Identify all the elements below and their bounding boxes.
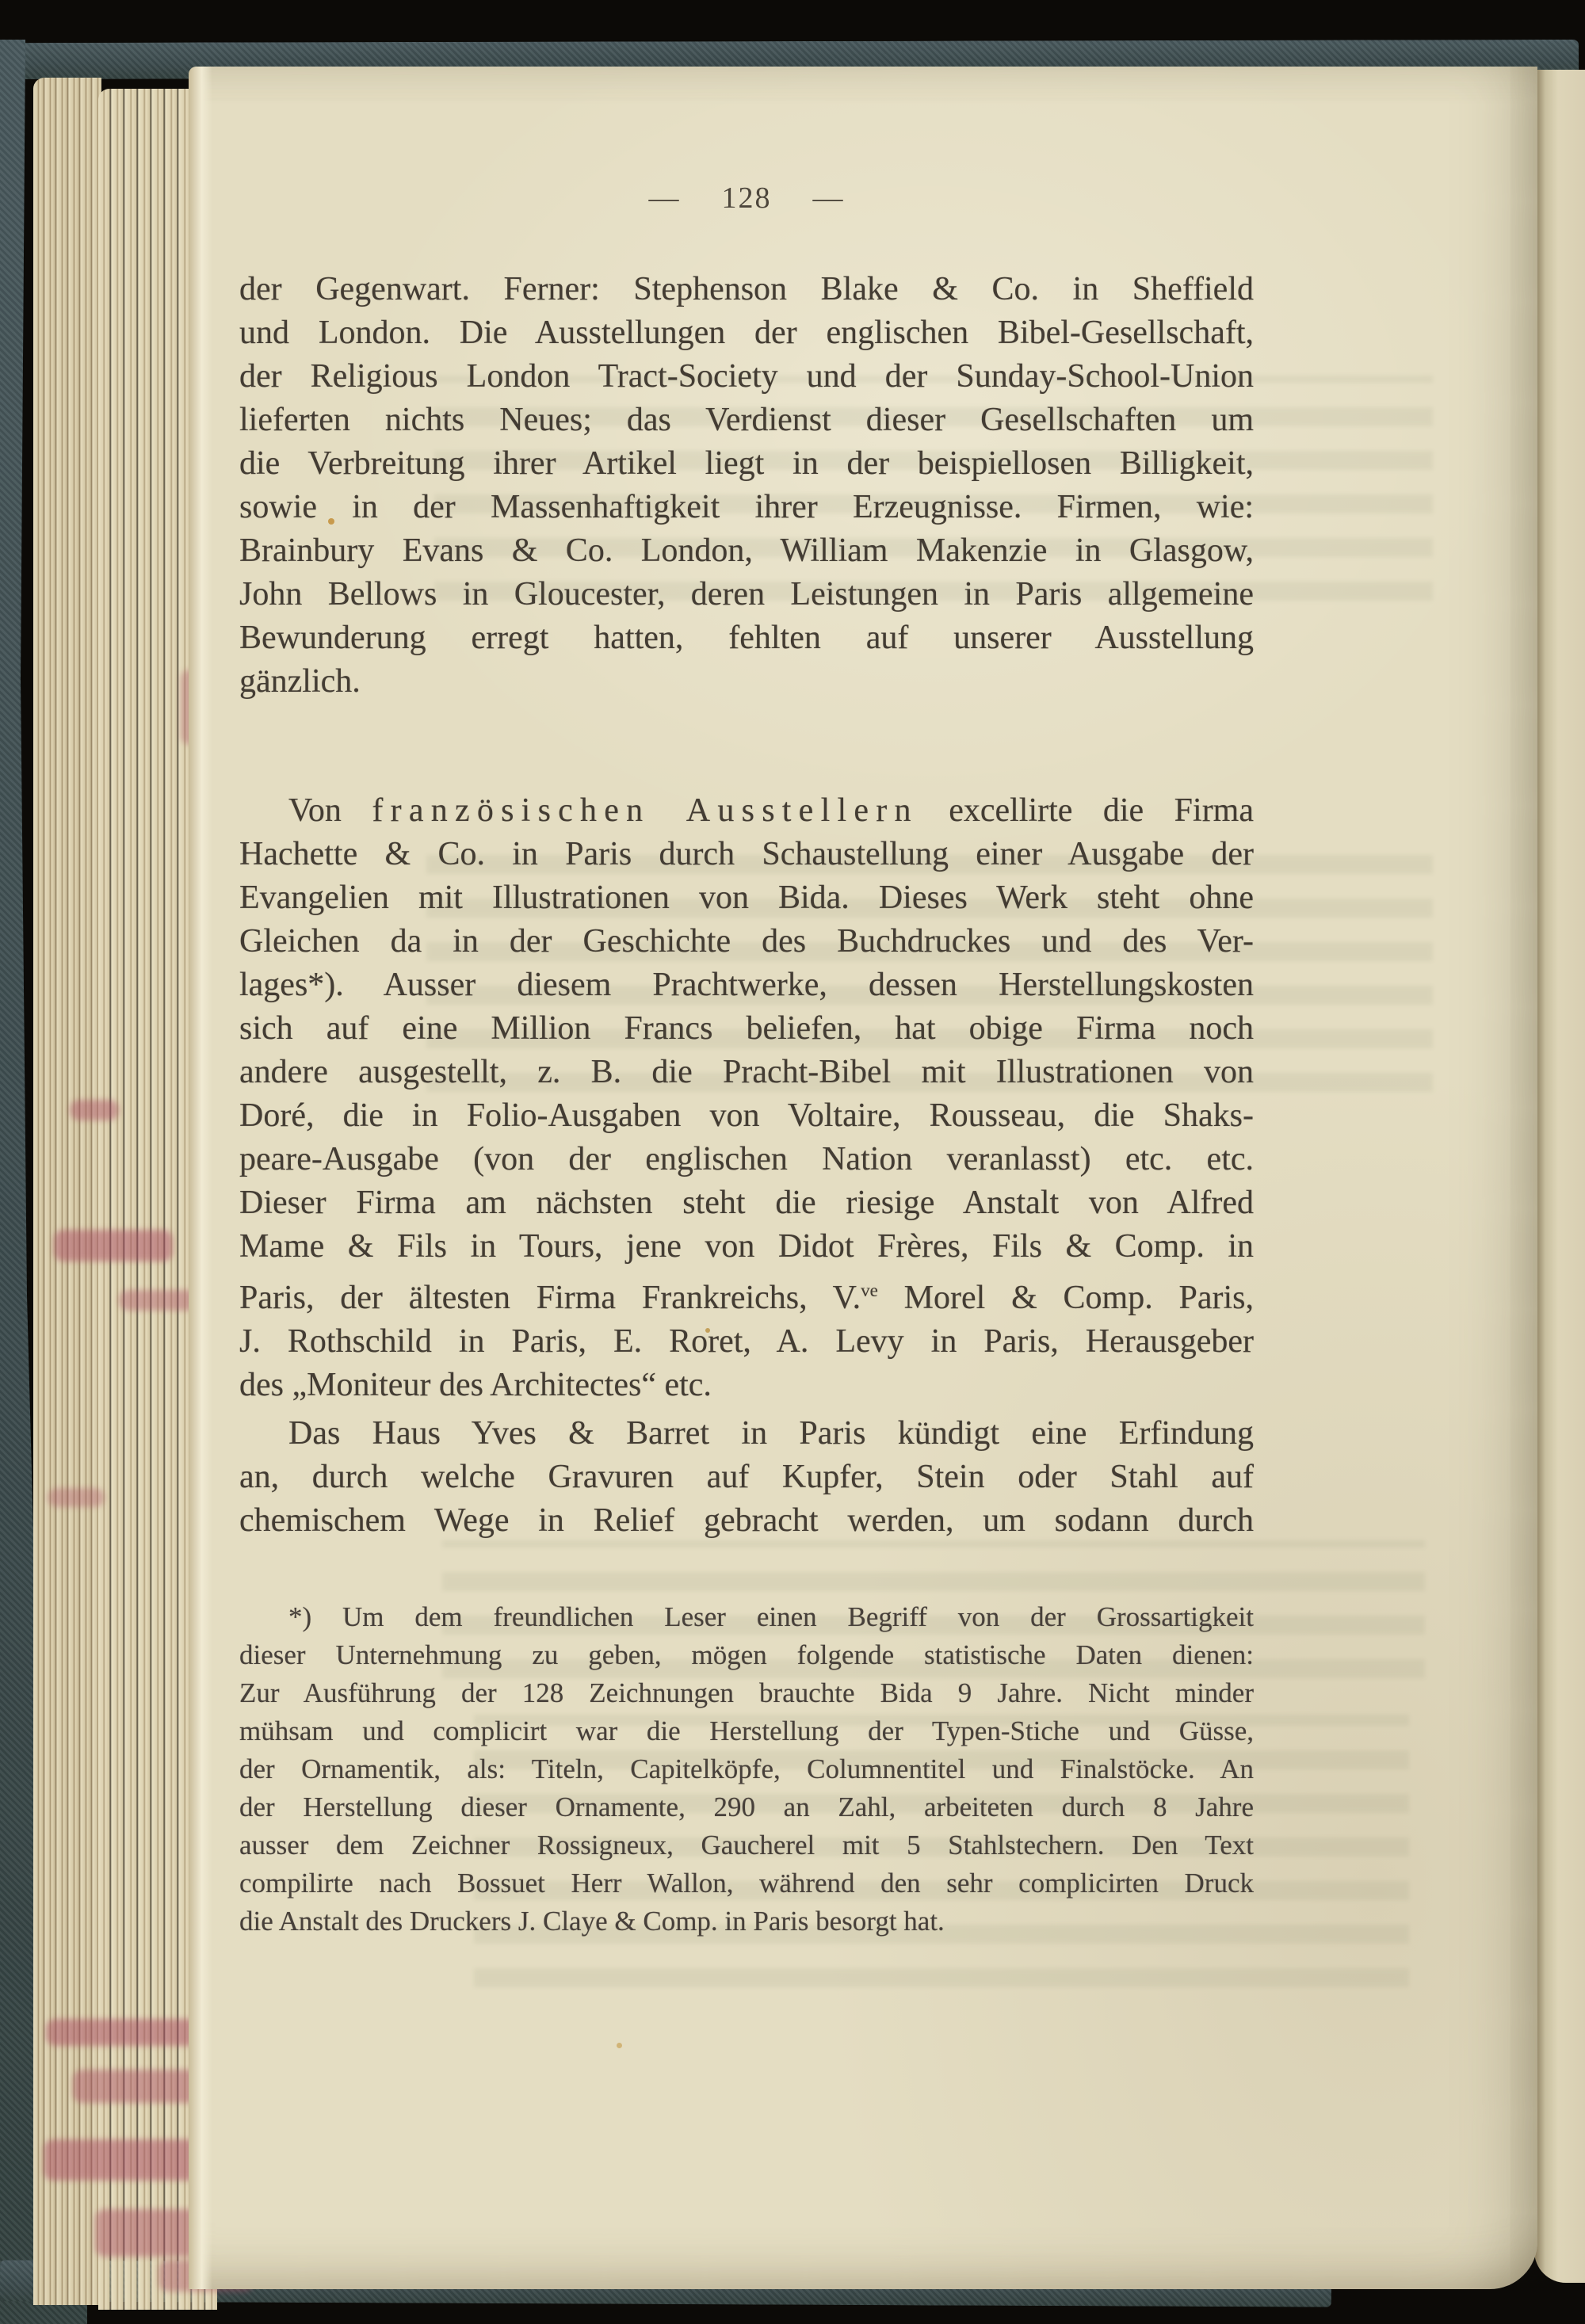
text-line: sich auf eine Million Francs beliefen, hat obige Firma noch [239, 1010, 1254, 1047]
text-line: sowie in der Massenhaftigkeit ihrer Erzeugnisse. Firmen, wie: [239, 489, 1254, 525]
text-line: Brainbury Evans & Co. London, William Makenzie in Glasgow, [239, 532, 1254, 569]
text-line: Evangelien mit Illustrationen von Bida. Dieses Werk steht ohne [239, 880, 1254, 916]
text-line: ausser dem Zeichner Rossigneux, Gaucherel mit 5 Stahlstechern. Den Text [239, 1830, 1254, 1860]
text-line: der Gegenwart. Ferner: Stephenson Blake & Co. in Sheffield [239, 271, 1254, 307]
text-line: *) Um dem freundlichen Leser einen Begriff von der Grossartigkeit [288, 1601, 1254, 1632]
text-line: chemischem Wege in Relief gebracht werden, um sodann durch [239, 1502, 1254, 1539]
text-line: Mame & Fils in Tours, jene von Didot Frères, Fils & Comp. in [239, 1228, 1254, 1265]
text-line: die Verbreitung ihrer Artikel liegt in der beispiellosen Billigkeit, [239, 445, 1254, 482]
edge-marbling-streak [48, 1488, 105, 1507]
text-line: Gleichen da in der Geschichte des Buchdruckes und des Ver- [239, 923, 1254, 960]
page-number-value: 128 [721, 181, 772, 215]
text-line: peare-Ausgabe (von der englischen Nation veranlasst) etc. etc. [239, 1141, 1254, 1177]
text-line: der Religious London Tract-Society und der Sunday-School-Union [239, 358, 1254, 395]
paragraph [239, 789, 1254, 1407]
paper-speck [617, 2043, 622, 2048]
text-line: J. Rothschild in Paris, E. Roret, A. Levy in Paris, Herausgeber [239, 1323, 1254, 1360]
edge-marbling-streak [70, 1100, 119, 1120]
page-number [239, 181, 1254, 216]
text-line: dieser Unternehmung zu geben, mögen folgende statistische Daten dienen: [239, 1639, 1254, 1670]
text-line: Von französischen Ausstellern excellirte die Firma [288, 792, 1254, 829]
text-line: Bewunderung erregt hatten, fehlten auf unserer Ausstellung [239, 620, 1254, 656]
text-line: der Ornamentik, als: Titeln, Capitelköpfe, Columnentitel und Finalstöcke. An [239, 1753, 1254, 1784]
footnote [239, 1598, 1254, 1940]
text-line: gänzlich. [239, 663, 361, 700]
paragraph [239, 1412, 1254, 1543]
text-line: John Bellows in Gloucester, deren Leistungen in Paris allgemeine [239, 576, 1254, 612]
text-line: an, durch welche Gravuren auf Kupfer, Stein oder Stahl auf [239, 1459, 1254, 1495]
text-line: der Herstellung dieser Ornamente, 290 an Zahl, arbeiteten durch 8 Jahre [239, 1792, 1254, 1822]
text-line: andere ausgestellt, z. B. die Pracht-Bibel mit Illustrationen von [239, 1054, 1254, 1090]
text-line: die Anstalt des Druckers J. Claye & Comp. in Paris besorgt hat. [239, 1906, 945, 1937]
edge-marbling-streak [54, 1230, 173, 1261]
edge-marbling-streak [73, 2070, 208, 2103]
paragraph [239, 268, 1254, 704]
header-dash-right: — [812, 181, 845, 215]
page-edge-stack-outer [33, 78, 101, 2305]
text-line: lieferten nichts Neues; das Verdienst dieser Gesellschaften um [239, 402, 1254, 438]
text-line: lages*). Ausser diesem Prachtwerke, dessen Herstellungskosten [239, 967, 1254, 1003]
text-line: des „Moniteur des Architectes“ etc. [239, 1367, 712, 1403]
header-dash-left: — [648, 181, 681, 215]
text-line: Zur Ausführung der 128 Zeichnungen brauchte Bida 9 Jahre. Nicht minder [239, 1677, 1254, 1708]
text-line: compilirte nach Bossuet Herr Wallon, während den sehr complicirten Druck [239, 1868, 1254, 1899]
edge-marbling-streak [46, 2019, 204, 2046]
text-line: Hachette & Co. in Paris durch Schaustellung einer Ausgabe der [239, 836, 1254, 872]
text-line: und London. Die Ausstellungen der englischen Bibel-Gesellschaft, [239, 315, 1254, 351]
text-line: Dieser Firma am nächsten steht die riesige Anstalt von Alfred [239, 1185, 1254, 1221]
body-text [239, 268, 1254, 1940]
edge-marbling-streak [119, 1290, 198, 1311]
next-page-edge [1534, 70, 1585, 2283]
text-line: Paris, der ältesten Firma Frankreichs, V.$^{ve}$ Morel & Comp. Paris, [239, 1280, 1254, 1316]
text-line: Doré, die in Folio-Ausgaben von Voltaire, Rousseau, die Shaks- [239, 1097, 1254, 1134]
text-line: Das Haus Yves & Barret in Paris kündigt eine Erfindung [288, 1415, 1254, 1452]
text-line: mühsam und complicirt war die Herstellung der Typen-Stiche und Güsse, [239, 1715, 1254, 1746]
